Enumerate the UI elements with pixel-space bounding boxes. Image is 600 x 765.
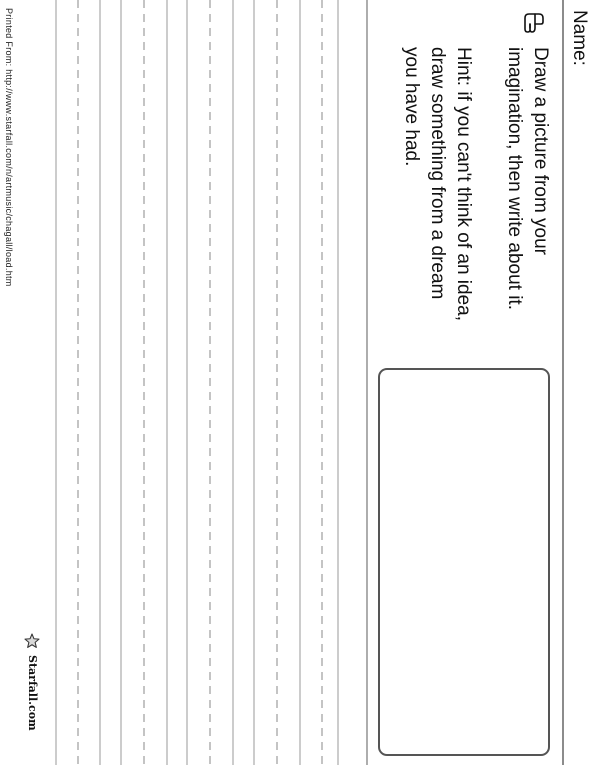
instruction-line-1: Draw a picture from your	[530, 47, 551, 256]
starfall-logo: Starfall.com	[26, 655, 39, 731]
hint-line-1: Hint: if you can't think of an idea,	[453, 47, 474, 322]
hint-line-2: draw something from a dream	[427, 47, 448, 300]
drawing-box[interactable]	[378, 368, 550, 756]
pointing-hand-icon	[519, 10, 549, 40]
printed-from-footer: Printed From: http://www.starfall.com/n/artmusic/chagall/load.htm	[4, 8, 14, 287]
hint-line-3: you have had.	[401, 47, 422, 167]
star-icon	[24, 633, 40, 649]
name-label: Name:	[569, 10, 590, 66]
instruction-line-2: imagination, then write about it.	[504, 47, 525, 310]
